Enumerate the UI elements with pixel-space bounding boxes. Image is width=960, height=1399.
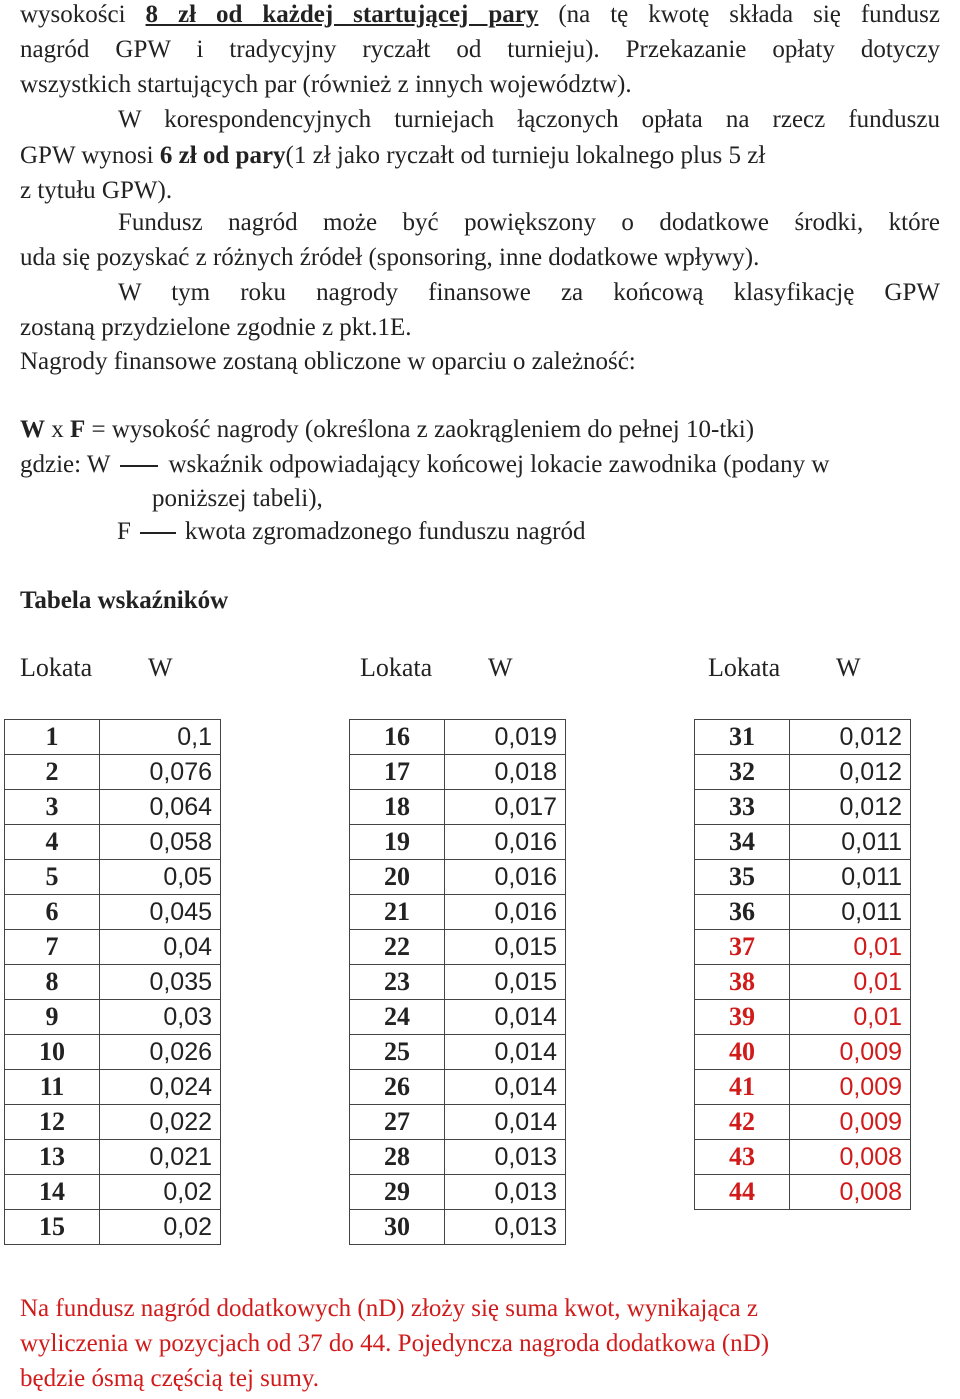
text: nagród GPW i tradycyjny ryczałt od turnieju). — [20, 36, 600, 63]
w-value-cell: 0,021 — [100, 1140, 221, 1175]
lokata-cell: 1 — [5, 720, 100, 755]
table-row — [695, 1035, 911, 1070]
formula-where-line — [20, 447, 940, 482]
table-row — [350, 965, 566, 1000]
table-row — [350, 860, 566, 895]
w-value-cell: 0,1 — [100, 720, 221, 755]
table-row — [350, 720, 566, 755]
lokata-cell: 7 — [5, 930, 100, 965]
para2-line2 — [20, 138, 940, 173]
index-table-3 — [694, 719, 911, 1210]
w-value-cell: 0,024 — [100, 1070, 221, 1105]
w-value-cell: 0,016 — [445, 825, 566, 860]
table-row — [695, 895, 911, 930]
table-row — [5, 1140, 221, 1175]
w-value-cell: 0,014 — [445, 1000, 566, 1035]
lokata-cell: 27 — [350, 1105, 445, 1140]
header-lokata-3: Lokata — [708, 653, 781, 682]
lokata-cell: 25 — [350, 1035, 445, 1070]
header-w-1: W — [148, 653, 173, 682]
text: Przekazanie opłaty dotyczy — [599, 36, 940, 63]
table-row — [350, 1140, 566, 1175]
table-row — [5, 930, 221, 965]
table-row — [695, 1105, 911, 1140]
table-row — [5, 1210, 221, 1245]
lokata-cell: 22 — [350, 930, 445, 965]
w-value-cell: 0,01 — [790, 1000, 911, 1035]
lokata-cell: 38 — [695, 965, 790, 1000]
w-value-cell: 0,014 — [445, 1105, 566, 1140]
w-value-cell: 0,076 — [100, 755, 221, 790]
w-value-cell: 0,012 — [790, 755, 911, 790]
w-value-cell: 0,01 — [790, 965, 911, 1000]
table-row — [695, 965, 911, 1000]
w-value-cell: 0,012 — [790, 720, 911, 755]
lokata-cell: 39 — [695, 1000, 790, 1035]
text: = wysokość nagrody (określona z zaokrągleniem do pełnej 10-tki) — [85, 416, 755, 443]
table-row — [695, 720, 911, 755]
w-value-cell: 0,018 — [445, 755, 566, 790]
lokata-cell: 34 — [695, 825, 790, 860]
header-lokata-2: Lokata — [360, 653, 433, 682]
index-table-1 — [4, 719, 221, 1245]
para3-line1: Fundusz nagród może być powiększony o dodatkowe środki, które — [118, 209, 940, 236]
table-row — [350, 755, 566, 790]
formula-where-line2: poniższej tabeli), — [152, 485, 323, 512]
w-value-cell: 0,02 — [100, 1210, 221, 1245]
para1-line2 — [20, 32, 940, 67]
formula-w: W — [20, 416, 45, 443]
table-row — [5, 965, 221, 1000]
table-title-text: Tabela wskaźników — [20, 587, 229, 614]
w-value-cell: 0,013 — [445, 1140, 566, 1175]
para3-line2: uda się pozyskać z różnych źródeł (sponsoring, inne dodatkowe wpływy). — [20, 244, 760, 271]
table-row — [5, 790, 221, 825]
para5: Nagrody finansowe zostaną obliczone w oparciu o zależność: — [20, 348, 636, 375]
table-row — [350, 1175, 566, 1210]
lokata-cell: 6 — [5, 895, 100, 930]
table-row — [350, 1035, 566, 1070]
w-value-cell: 0,013 — [445, 1210, 566, 1245]
table-row — [350, 930, 566, 965]
lokata-cell: 26 — [350, 1070, 445, 1105]
w-value-cell: 0,009 — [790, 1035, 911, 1070]
w-value-cell: 0,014 — [445, 1035, 566, 1070]
table-row — [695, 1000, 911, 1035]
table-row — [5, 860, 221, 895]
formula-f-line — [117, 514, 917, 549]
text: F — [117, 518, 131, 545]
lokata-cell: 29 — [350, 1175, 445, 1210]
formula-line — [20, 412, 940, 447]
table-row — [350, 1210, 566, 1245]
table-row — [5, 755, 221, 790]
w-value-cell: 0,017 — [445, 790, 566, 825]
table-row — [350, 1000, 566, 1035]
lokata-cell: 2 — [5, 755, 100, 790]
lokata-cell: 17 — [350, 755, 445, 790]
text: gdzie: W — [20, 451, 111, 478]
para1-line3: wszystkich startujących par (również z innych województw). — [20, 71, 632, 98]
lokata-cell: 35 — [695, 860, 790, 895]
w-value-cell: 0,058 — [100, 825, 221, 860]
w-value-cell: 0,015 — [445, 930, 566, 965]
table-row — [695, 860, 911, 895]
text: kwota zgromadzonego funduszu nagród — [184, 518, 586, 545]
formula-f: F — [70, 416, 86, 443]
table-row — [695, 1070, 911, 1105]
w-value-cell: 0,05 — [100, 860, 221, 895]
lokata-cell: 32 — [695, 755, 790, 790]
lokata-cell: 30 — [350, 1210, 445, 1245]
table-row — [350, 1105, 566, 1140]
header-lokata-1: Lokata — [20, 653, 93, 682]
para4-line1: W tym roku nagrody finansowe za końcową klasyfikację GPW — [118, 279, 940, 306]
header-w-3: W — [836, 653, 861, 682]
table-row — [5, 1105, 221, 1140]
lokata-cell: 33 — [695, 790, 790, 825]
w-value-cell: 0,022 — [100, 1105, 221, 1140]
table-row — [5, 720, 221, 755]
lokata-cell: 12 — [5, 1105, 100, 1140]
para1-line1 — [20, 0, 940, 32]
index-table-2 — [349, 719, 566, 1245]
w-value-cell: 0,014 — [445, 1070, 566, 1105]
para2-line1: W korespondencyjnych turniejach łączonych opłata na rzecz funduszu — [118, 106, 940, 133]
para4-line2: zostaną przydzielone zgodnie z pkt.1E. — [20, 314, 412, 341]
footer-line1: Na fundusz nagród dodatkowych (nD) złoży się suma kwot, wynikająca z — [20, 1295, 758, 1322]
table-row — [5, 825, 221, 860]
lokata-cell: 31 — [695, 720, 790, 755]
w-value-cell: 0,015 — [445, 965, 566, 1000]
w-value-cell: 0,009 — [790, 1070, 911, 1105]
text: GPW wynosi — [20, 142, 160, 169]
lokata-cell: 40 — [695, 1035, 790, 1070]
para2-line3: z tytułu GPW). — [20, 177, 173, 204]
table-row — [5, 1035, 221, 1070]
w-value-cell: 0,04 — [100, 930, 221, 965]
footer-line2: wyliczenia w pozycjach od 37 do 44. Pojedyncza nagroda dodatkowa (nD) — [20, 1330, 770, 1357]
lokata-cell: 43 — [695, 1140, 790, 1175]
lokata-cell: 14 — [5, 1175, 100, 1210]
dash — [140, 532, 176, 534]
w-value-cell: 0,008 — [790, 1175, 911, 1210]
lokata-cell: 41 — [695, 1070, 790, 1105]
lokata-cell: 18 — [350, 790, 445, 825]
table-row — [350, 790, 566, 825]
table-row — [350, 1070, 566, 1105]
lokata-cell: 24 — [350, 1000, 445, 1035]
table-row — [5, 1175, 221, 1210]
table-row — [695, 1140, 911, 1175]
dash — [120, 465, 158, 467]
emphasis-text: 6 zł od pary — [159, 142, 286, 169]
w-value-cell: 0,011 — [790, 895, 911, 930]
text: x — [45, 416, 70, 443]
table-row — [695, 825, 911, 860]
lokata-cell: 15 — [5, 1210, 100, 1245]
lokata-cell: 19 — [350, 825, 445, 860]
w-value-cell: 0,011 — [790, 825, 911, 860]
lokata-cell: 23 — [350, 965, 445, 1000]
lokata-cell: 8 — [5, 965, 100, 1000]
lokata-cell: 36 — [695, 895, 790, 930]
text: wysokości — [20, 1, 146, 28]
table-row — [695, 790, 911, 825]
lokata-cell: 11 — [5, 1070, 100, 1105]
text: (1 zł jako ryczałt od turnieju lokalnego plus 5 zł — [285, 142, 766, 169]
w-value-cell: 0,01 — [790, 930, 911, 965]
table-row — [695, 1175, 911, 1210]
lokata-cell: 13 — [5, 1140, 100, 1175]
lokata-cell: 16 — [350, 720, 445, 755]
lokata-cell: 10 — [5, 1035, 100, 1070]
table-row — [5, 1070, 221, 1105]
table-row — [695, 930, 911, 965]
w-value-cell: 0,013 — [445, 1175, 566, 1210]
lokata-cell: 42 — [695, 1105, 790, 1140]
emphasis-text: 8 zł od każdej startującej pary — [145, 1, 539, 28]
w-value-cell: 0,019 — [445, 720, 566, 755]
table-row — [695, 755, 911, 790]
table-title — [20, 583, 940, 618]
lokata-cell: 28 — [350, 1140, 445, 1175]
footer-line3: będzie ósmą częścią tej sumy. — [20, 1365, 319, 1392]
lokata-cell: 44 — [695, 1175, 790, 1210]
text: (na tę kwotę składa się fundusz — [538, 1, 940, 28]
table-row — [5, 895, 221, 930]
w-value-cell: 0,026 — [100, 1035, 221, 1070]
lokata-cell: 37 — [695, 930, 790, 965]
w-value-cell: 0,008 — [790, 1140, 911, 1175]
w-value-cell: 0,045 — [100, 895, 221, 930]
w-value-cell: 0,03 — [100, 1000, 221, 1035]
w-value-cell: 0,02 — [100, 1175, 221, 1210]
lokata-cell: 20 — [350, 860, 445, 895]
w-value-cell: 0,016 — [445, 860, 566, 895]
w-value-cell: 0,064 — [100, 790, 221, 825]
lokata-cell: 5 — [5, 860, 100, 895]
lokata-cell: 4 — [5, 825, 100, 860]
w-value-cell: 0,012 — [790, 790, 911, 825]
table-row — [5, 1000, 221, 1035]
w-value-cell: 0,009 — [790, 1105, 911, 1140]
lokata-cell: 9 — [5, 1000, 100, 1035]
w-value-cell: 0,016 — [445, 895, 566, 930]
text: wskaźnik odpowiadający końcowej lokacie zawodnika (podany w — [168, 451, 830, 478]
header-w-2: W — [488, 653, 513, 682]
table-row — [350, 895, 566, 930]
table-row — [350, 825, 566, 860]
w-value-cell: 0,035 — [100, 965, 221, 1000]
lokata-cell: 3 — [5, 790, 100, 825]
w-value-cell: 0,011 — [790, 860, 911, 895]
lokata-cell: 21 — [350, 895, 445, 930]
